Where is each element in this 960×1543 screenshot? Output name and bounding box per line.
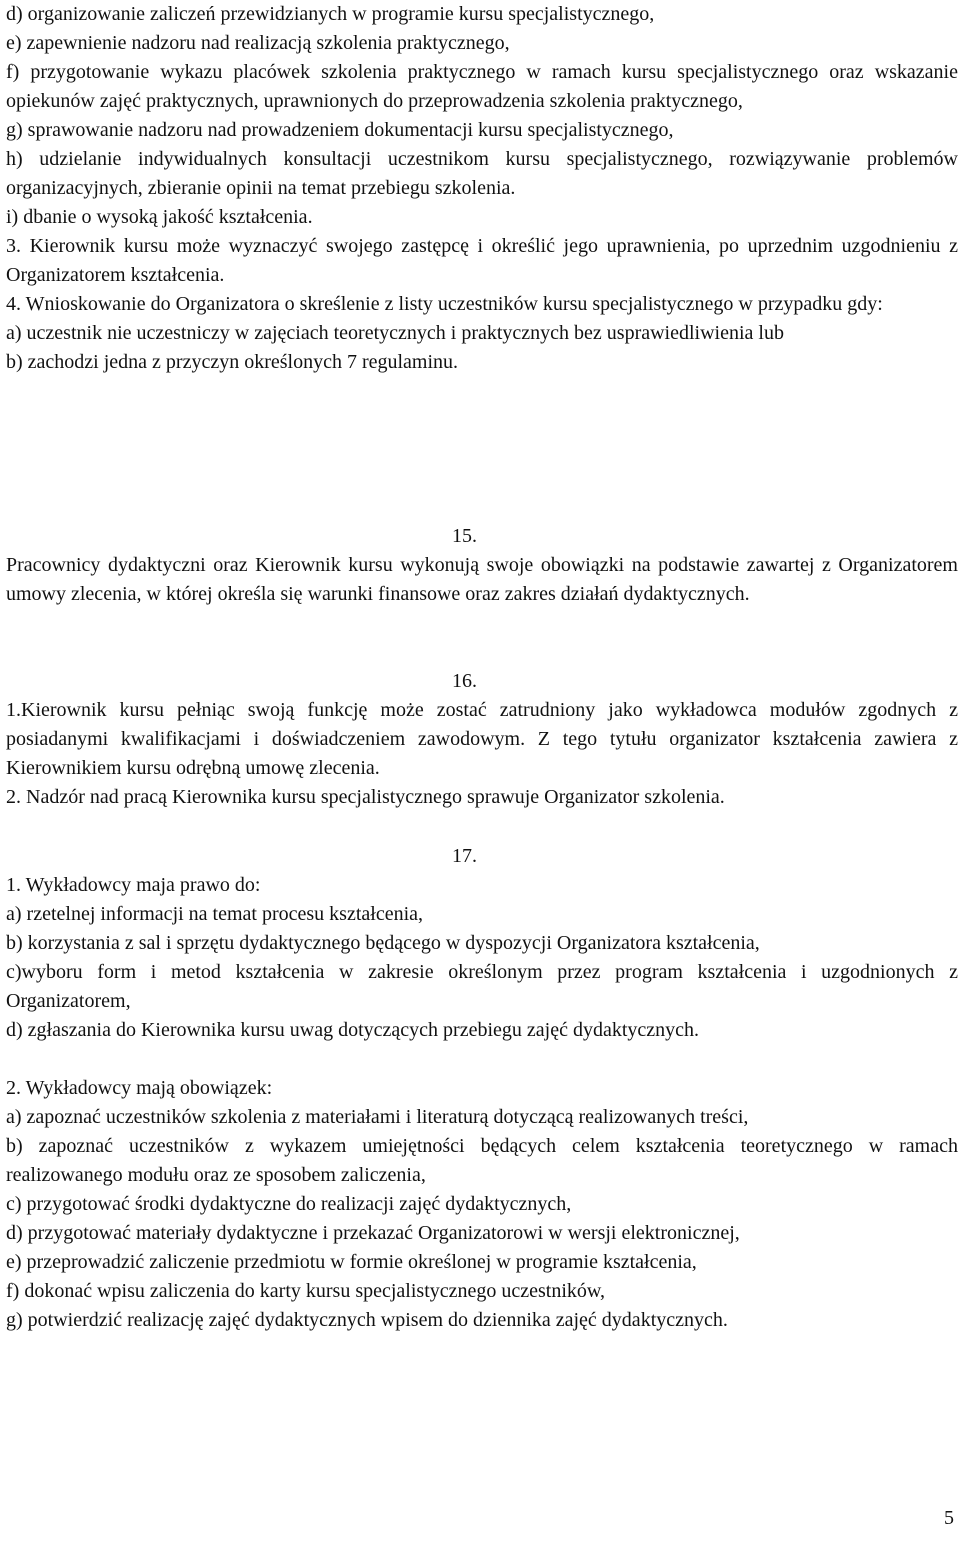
section-15-text: Pracownicy dydaktyczni oraz Kierownik kursu wykonują swoje obowiązki na podstawie zawartej z Organizatorem umowy zlecenia, w której określa się warunki finansowe oraz zakres działań dydaktycznych. [6, 554, 958, 605]
section-17-point-2-b: b) zapoznać uczestników z wykazem umiejętności będących celem kształcenia teoretycznego w ramach realizowanego modułu oraz ze sposobem zaliczenia, [6, 1135, 958, 1186]
section-17-heading: 17. [452, 845, 477, 867]
section-17-point-2-c: c) przygotować środki dydaktyczne do realizacji zajęć dydaktycznych, [6, 1193, 572, 1215]
section-17-point-2-title: 2. Wykładowcy mają obowiązek: [6, 1077, 273, 1099]
section-16-heading: 16. [452, 670, 477, 692]
section-17-part-2 [6, 1074, 958, 1335]
section-17-part-1 [6, 871, 958, 1045]
item-e: e) zapewnienie nadzoru nad realizacją szkolenia praktycznego, [6, 32, 510, 54]
item-h: h) udzielanie indywidualnych konsultacji uczestnikom kursu specjalistycznego, rozwiązywanie problemów organizacyjnych, zbieranie opinii na temat przebiegu szkolenia. [6, 148, 958, 199]
section-16-body [6, 696, 958, 812]
point-4-a: a) uczestnik nie uczestniczy w zajęciach teoretycznych i praktycznych bez usprawiedliwienia lub [6, 322, 784, 344]
section-17-point-2-f: f) dokonać wpisu zaliczenia do karty kursu specjalistycznego uczestników, [6, 1280, 606, 1302]
section-16-point-2: 2. Nadzór nad pracą Kierownika kursu specjalistycznego sprawuje Organizator szkolenia. [6, 786, 725, 808]
section-15-heading: 15. [452, 525, 477, 547]
item-d: d) organizowanie zaliczeń przewidzianych w programie kursu specjalistycznego, [6, 3, 655, 25]
item-i: i) dbanie o wysoką jakość kształcenia. [6, 206, 313, 228]
section-17-point-2-d: d) przygotować materiały dydaktyczne i przekazać Organizatorowi w wersji elektronicznej, [6, 1222, 740, 1244]
point-4: 4. Wnioskowanie do Organizatora o skreślenie z listy uczestników kursu specjalistycznego w przypadku gdy: [6, 293, 883, 315]
section-17-point-1-a: a) rzetelnej informacji na temat procesu kształcenia, [6, 903, 424, 925]
point-4-b: b) zachodzi jedna z przyczyn określonych 7 regulaminu. [6, 351, 459, 373]
item-f: f) przygotowanie wykazu placówek szkolenia praktycznego w ramach kursu specjalistycznego oraz wskazanie opiekunów zajęć praktycznych, uprawnionych do przeprowadzenia szkolenia praktycznego, [6, 61, 958, 112]
section-14-continuation [6, 0, 958, 377]
item-g: g) sprawowanie nadzoru nad prowadzeniem dokumentacji kursu specjalistycznego, [6, 119, 674, 141]
section-17-point-1-title: 1. Wykładowcy maja prawo do: [6, 874, 261, 896]
section-16-point-1: 1.Kierownik kursu pełniąc swoją funkcję może zostać zatrudniony jako wykładowca modułów zgodnych z posiadanymi kwalifikacjami i doświadczeniem zawodowym. Z tego tytułu organizator kształcenia zawiera z Kierownikiem kursu odrębną umowę zlecenia. [6, 699, 958, 779]
section-17-point-1-d: d) zgłaszania do Kierownika kursu uwag dotyczących przebiegu zajęć dydaktycznych. [6, 1019, 700, 1041]
section-17-point-2-a: a) zapoznać uczestników szkolenia z materiałami i literaturą dotyczącą realizowanych treści, [6, 1106, 749, 1128]
section-17-point-2-g: g) potwierdzić realizację zajęć dydaktycznych wpisem do dziennika zajęć dydaktycznych. [6, 1309, 728, 1331]
section-17-point-1-c: c)wyboru form i metod kształcenia w zakresie określonym przez program kształcenia i uzgodnionych z Organizatorem, [6, 961, 958, 1012]
point-3: 3. Kierownik kursu może wyznaczyć swojego zastępcę i określić jego uprawnienia, po uprzednim uzgodnieniu z Organizatorem kształcenia. [6, 235, 958, 286]
page-number: 5 [944, 1507, 954, 1529]
section-17-point-2-e: e) przeprowadzić zaliczenie przedmiotu w formie określonej w programie kształcenia, [6, 1251, 697, 1273]
section-17-point-1-b: b) korzystania z sal i sprzętu dydaktycznego będącego w dyspozycji Organizatora kształcenia, [6, 932, 760, 954]
section-15-body [6, 551, 958, 609]
